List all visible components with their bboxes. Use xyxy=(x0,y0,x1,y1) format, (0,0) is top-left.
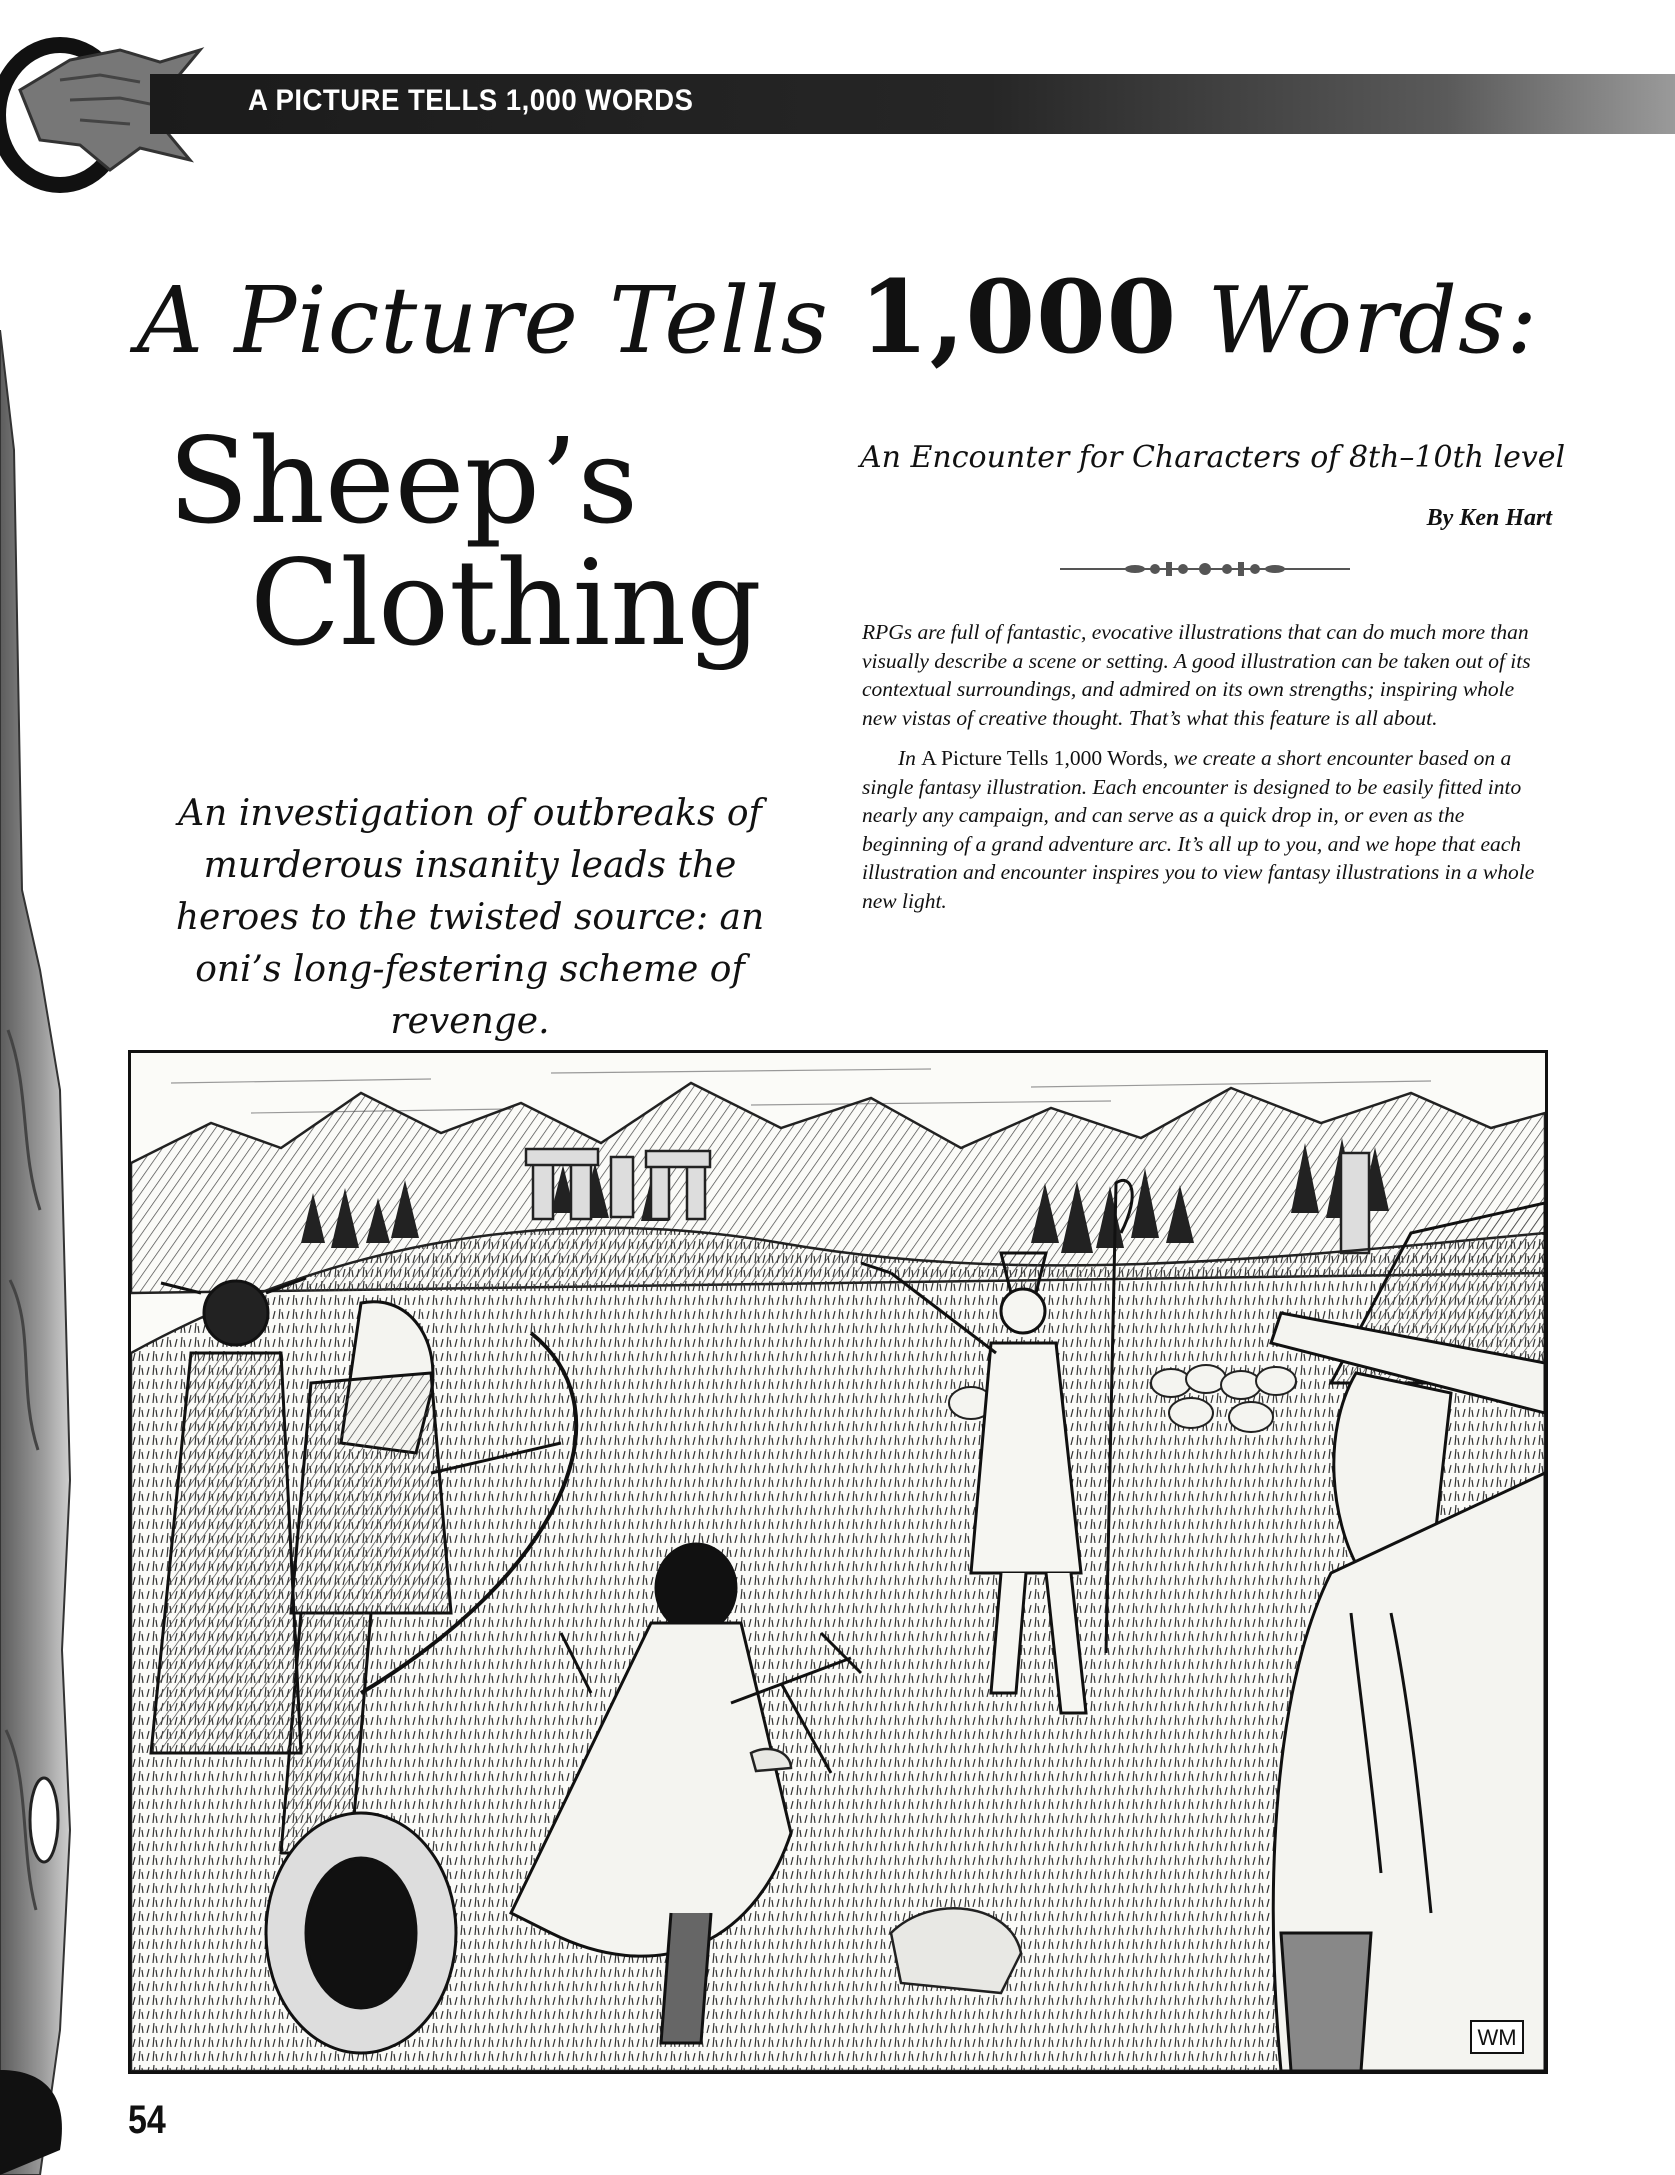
article-title xyxy=(168,412,828,672)
article-title-line2: Clothing xyxy=(250,534,762,672)
section-header-title: A PICTURE TELLS 1,000 WORDS xyxy=(248,84,694,117)
intro-text xyxy=(862,618,1552,927)
feature-name: A Picture Tells 1,000 Words, xyxy=(921,746,1169,770)
main-title-number: 1,000 xyxy=(859,258,1178,376)
article-title-line1: Sheep’s xyxy=(168,412,639,550)
illustration-drawing xyxy=(131,1053,1545,2071)
intro-paragraph-1: RPGs are full of fantastic, evocative illustrations that can do much more than visually describe a scene or setting. A good illustration can be taken out of its contextual surroundings, and admired on its own strengths; inspiring whole new vistas of creative thought. That’s what this feature is all about. xyxy=(862,620,1531,730)
intro-p2-body: we create a short encounter based on a single fantasy illustration. Each encounter is designed to be easily fitted into nearly any campaign, and can serve as a quick drop in, or even as the beginning of a grand adventure arc. It’s all up to you, and we hope that each illustration and encounter inspires you to view fantasy illustrations in a whole new light. xyxy=(862,746,1535,913)
intro-p2-prefix: In xyxy=(898,746,916,770)
page-number: 54 xyxy=(128,2098,166,2142)
main-title-part2: Words: xyxy=(1177,267,1539,374)
main-title xyxy=(0,258,1675,376)
author-byline: By Ken Hart xyxy=(1426,505,1552,531)
encounter-level-line: An Encounter for Characters of 8th–10th level xyxy=(860,440,1566,475)
encounter-illustration xyxy=(128,1050,1548,2074)
main-title-part1: A Picture Tells xyxy=(136,267,860,374)
intro-paragraph-2 xyxy=(862,744,1552,915)
decorative-blade-border xyxy=(0,330,105,2175)
artist-signature: WM xyxy=(1477,2025,1517,2050)
ornament-divider xyxy=(1060,556,1350,582)
teaser-text: An investigation of outbreaks of murderous insanity leads the heroes to the twisted source: an oni’s long-festering scheme of revenge. xyxy=(175,793,765,1042)
